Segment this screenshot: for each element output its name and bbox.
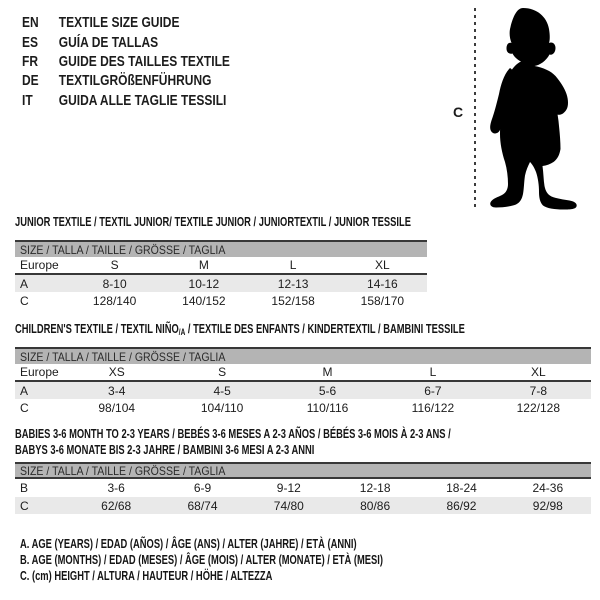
size-col-header: S	[218, 365, 227, 379]
table-row	[15, 364, 591, 382]
size-col-header: XS	[108, 365, 125, 379]
size-col-header: L	[289, 258, 297, 272]
children-title-subscript: /A	[178, 327, 186, 337]
table-row	[15, 479, 591, 497]
language-title: TEXTILE SIZE GUIDE	[58, 14, 180, 32]
language-row-it	[22, 91, 230, 110]
size-header-band	[15, 462, 591, 479]
row-label: A	[20, 276, 29, 291]
size-col-header: XL	[375, 258, 390, 272]
table-cell: 110/116	[306, 401, 349, 415]
table-row	[15, 292, 427, 310]
language-title-list	[22, 13, 282, 110]
table-row	[15, 382, 591, 399]
size-header-text: SIZE / TALLA / TAILLE / GRÖSSE / TAGLIA	[20, 463, 226, 478]
table-row	[15, 275, 427, 292]
table-cell: 74/80	[273, 498, 304, 513]
region-label: Europe	[20, 365, 59, 379]
children-title-post: / TEXTILE DES ENFANTS / KINDERTEXTIL / BAMBINI TESSILE	[185, 321, 465, 336]
height-measure-label: C	[453, 104, 464, 120]
size-header-band	[15, 240, 427, 257]
height-measure-dashed-line	[474, 8, 476, 208]
table-cell: 5-6	[318, 383, 337, 398]
table-cell: 122/128	[516, 401, 561, 415]
language-title: TEXTILGRÖßENFÜHRUNG	[58, 72, 212, 90]
size-col-header: M	[322, 365, 333, 379]
table-cell: 6-7	[424, 383, 442, 398]
size-header-text: SIZE / TALLA / TAILLE / GRÖSSE / TAGLIA	[20, 242, 226, 257]
children-size-table	[15, 347, 591, 417]
legend-line-c: C. (cm) HEIGHT / ALTURA / HAUTEUR / HÖHE / ALTEZZA	[20, 568, 273, 583]
row-label: C	[20, 498, 29, 513]
table-cell: 9-12	[276, 481, 301, 495]
children-section-title	[15, 321, 465, 340]
table-row	[15, 257, 427, 275]
table-cell: 152/158	[271, 294, 315, 308]
language-code: DE	[22, 72, 39, 90]
table-row	[15, 497, 591, 514]
table-cell: 14-16	[367, 276, 398, 291]
size-col-header: S	[110, 258, 119, 272]
size-col-header: L	[429, 365, 437, 379]
table-cell: 62/68	[101, 498, 132, 513]
table-cell: 10-12	[188, 276, 220, 291]
babies-section-title	[15, 426, 451, 458]
measure-legend	[20, 536, 524, 584]
language-code: EN	[22, 14, 39, 32]
junior-size-table	[15, 240, 427, 310]
table-cell: 128/140	[92, 294, 137, 308]
table-cell: 158/170	[360, 294, 405, 308]
language-row-en	[22, 13, 230, 32]
language-title: GUIDE DES TAILLES TEXTILE	[58, 52, 230, 70]
table-cell: 6-9	[193, 481, 212, 495]
size-col-header: XL	[530, 365, 546, 379]
language-code: IT	[22, 91, 33, 109]
language-code: FR	[22, 52, 38, 70]
table-cell: 3-6	[107, 481, 125, 495]
language-row-es	[22, 32, 230, 51]
legend-line-b: B. AGE (MONTHS) / EDAD (MESES) / ÂGE (MOIS) / ALTER (MONATE) / ETÀ (MESI)	[20, 552, 383, 567]
babies-size-table	[15, 462, 591, 514]
table-cell: 80/86	[360, 498, 391, 513]
babies-title-line2: BABYS 3-6 MONATE BIS 2-3 JAHRE / BAMBINI 3-6 MESI A 2-3 ANNI	[15, 442, 315, 457]
row-label: C	[20, 401, 29, 415]
row-label: B	[20, 481, 29, 495]
language-code: ES	[22, 33, 39, 51]
row-label: C	[20, 294, 29, 308]
region-label: Europe	[20, 258, 59, 272]
size-col-header: M	[198, 258, 209, 272]
table-cell: 8-10	[102, 276, 127, 291]
table-cell: 116/122	[411, 401, 455, 415]
table-cell: 68/74	[187, 498, 218, 513]
table-cell: 18-24	[446, 481, 477, 495]
table-cell: 104/110	[200, 401, 244, 415]
table-cell: 24-36	[532, 481, 564, 495]
table-cell: 140/152	[182, 294, 226, 308]
size-header-text: SIZE / TALLA / TAILLE / GRÖSSE / TAGLIA	[20, 349, 226, 364]
table-cell: 4-5	[213, 383, 231, 398]
row-label: A	[20, 383, 29, 398]
table-cell: 3-4	[108, 383, 126, 398]
language-title: GUIDA ALLE TAGLIE TESSILI	[58, 91, 227, 109]
table-row	[15, 399, 591, 417]
table-cell: 12-18	[359, 481, 391, 495]
babies-title-line1: BABIES 3-6 MONTH TO 2-3 YEARS / BEBÉS 3-6 MESES A 2-3 AÑOS / BÉBÉS 3-6 MOIS À 2-3 ANS /	[15, 426, 451, 441]
language-row-de	[22, 71, 230, 90]
table-cell: 98/104	[98, 401, 136, 415]
children-title-pre: CHILDREN'S TEXTILE / TEXTIL NIÑO	[15, 321, 179, 336]
language-title: GUÍA DE TALLAS	[58, 33, 159, 51]
language-row-fr	[22, 52, 230, 71]
junior-section-title: JUNIOR TEXTILE / TEXTIL JUNIOR/ TEXTILE JUNIOR / JUNIORTEXTIL / JUNIOR TESSILE	[15, 214, 411, 229]
child-silhouette	[485, 8, 588, 210]
table-cell: 12-13	[277, 276, 309, 291]
table-cell: 86/92	[446, 498, 477, 513]
size-header-band	[15, 347, 591, 364]
legend-line-a: A. AGE (YEARS) / EDAD (AÑOS) / ÂGE (ANS) / ALTER (JAHRE) / ETÀ (ANNI)	[20, 536, 357, 551]
table-cell: 92/98	[532, 498, 563, 513]
table-cell: 7-8	[529, 383, 547, 398]
